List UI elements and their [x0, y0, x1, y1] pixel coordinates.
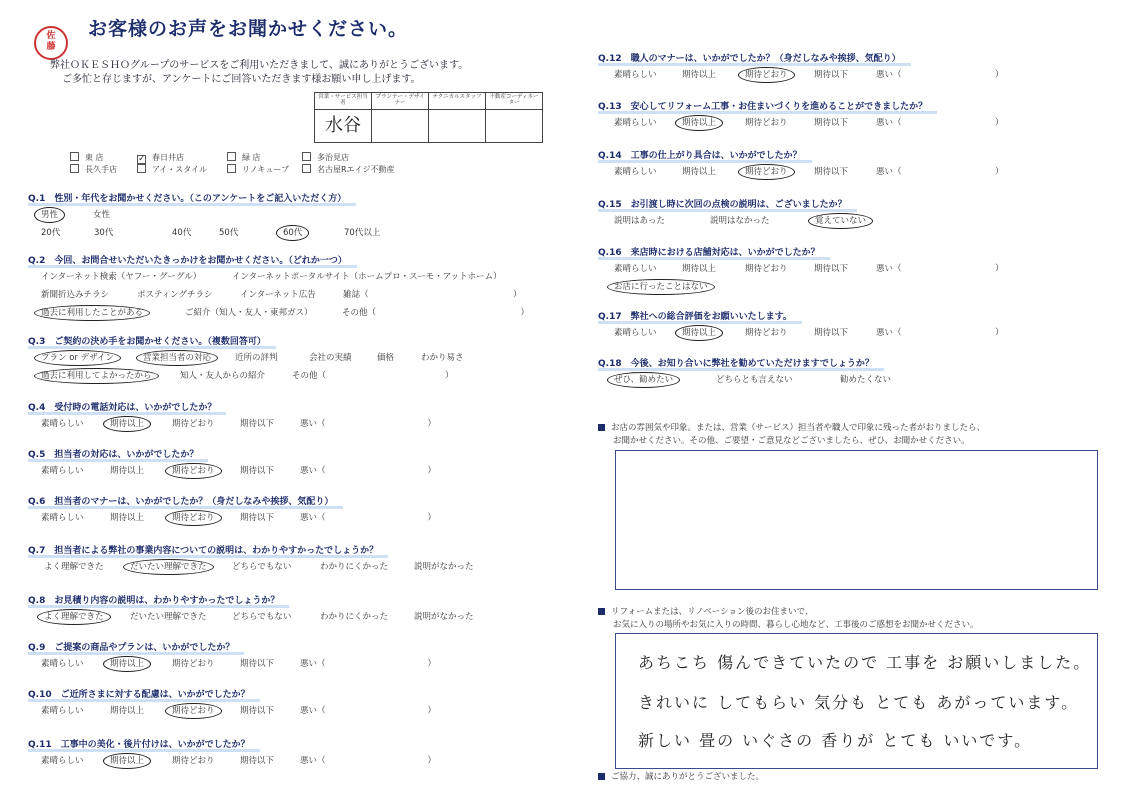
answer-option[interactable] [614, 214, 665, 226]
answer-option[interactable] [219, 226, 238, 238]
answer-line-3: 新しい 畳の いぐさの 香りが とても いいです。 [638, 731, 1033, 750]
answer-option-label: 期待以上 [682, 167, 717, 177]
bullet-square-icon [598, 773, 605, 780]
answer-option-selected: 期待以上 [675, 115, 723, 131]
answer-option[interactable] [414, 610, 474, 622]
answer-option[interactable] [814, 68, 848, 80]
answer-option[interactable] [94, 226, 113, 238]
answer-option-selected: 期待どおり [738, 164, 795, 180]
staff-table [314, 92, 543, 143]
answer-option-label: 悪い（ ） [300, 466, 437, 476]
answer-option-label: 20代 [41, 228, 61, 238]
answer-option-label: 価格 [377, 353, 395, 363]
answer-option[interactable] [232, 270, 502, 282]
store-label: 緑 店 [242, 153, 261, 162]
answer-option[interactable] [840, 373, 891, 385]
answer-option-label: 素晴らしい [614, 118, 657, 128]
store-option[interactable] [137, 164, 207, 175]
answer-option[interactable] [41, 351, 114, 363]
answer-option-selected: 期待以上 [103, 753, 151, 769]
question-heading: Q.14 工事の仕上がり具合は、いかがでしたか？ [598, 148, 802, 161]
store-option[interactable] [227, 164, 289, 175]
answer-option[interactable] [614, 326, 657, 338]
answer-option-label: 素晴らしい [41, 419, 84, 429]
answer-option[interactable] [41, 464, 84, 476]
answer-option[interactable] [745, 165, 788, 177]
seal-stamp: 佐藤 [34, 26, 68, 60]
staff-header-technical: テクニカルスタッフ [429, 93, 486, 110]
answer-option-label: 悪い（ ） [300, 513, 437, 523]
answer-option[interactable] [172, 511, 215, 523]
bullet-square-icon [598, 424, 605, 431]
answer-line-2: きれいに してもらい 気分も とても あがっています。 [638, 693, 1080, 712]
answer-option[interactable] [172, 657, 215, 669]
checkbox-icon [302, 152, 311, 161]
answer-option-label: 悪い（ ） [876, 70, 1004, 80]
answer-option[interactable] [110, 704, 144, 716]
answer-option-selected: よく理解できた [37, 609, 111, 625]
answer-option-label: 50代 [219, 228, 239, 238]
answer-option[interactable] [41, 306, 143, 318]
answer-option[interactable] [876, 68, 1004, 80]
answer-option-selected: 男性 [34, 207, 65, 223]
answer-option[interactable] [240, 704, 274, 716]
answer-option[interactable] [682, 262, 716, 274]
free1-prompt-2: お聞かせください。その他、ご要望・ご意見などございましたら、ぜひ、お聞かせください。 [613, 436, 970, 446]
answer-option-label: 期待以上 [110, 466, 145, 476]
answer-option-label: 期待以下 [240, 659, 275, 669]
answer-option-label: 期待以下 [814, 328, 849, 338]
checkbox-icon [227, 152, 236, 161]
answer-option[interactable] [710, 214, 770, 226]
store-label: リノキューブ [242, 165, 289, 174]
answer-option-label: わかりにくかった [320, 612, 389, 622]
page-title: お客様のお声をお聞かせください。 [88, 18, 409, 40]
store-option[interactable] [302, 152, 349, 163]
answer-option-label: 40代 [172, 228, 192, 238]
checkbox-icon: ✓ [138, 154, 146, 164]
answer-option-label: ポスティングチラシ [137, 290, 213, 300]
answer-option-label: 説明はあった [614, 216, 665, 226]
answer-option[interactable] [876, 326, 1004, 338]
checkbox-icon [137, 164, 146, 173]
answer-option-label: 期待以下 [240, 756, 275, 766]
answer-option-label: ご紹介（知人・友人・東邦ガス） [185, 308, 313, 318]
answer-option[interactable] [41, 369, 152, 381]
answer-option-label: 悪い（ ） [300, 659, 437, 669]
answer-option[interactable] [41, 754, 84, 766]
answer-option-label: どちらでもない [232, 612, 292, 622]
store-option[interactable] [137, 152, 184, 164]
checkbox-icon [70, 152, 79, 161]
answer-option[interactable] [815, 214, 866, 226]
answer-option[interactable] [320, 560, 388, 572]
answer-option[interactable] [614, 68, 657, 80]
checkbox-icon [227, 164, 236, 173]
answer-option-selected: 覚えていない [808, 213, 873, 229]
answer-option[interactable] [745, 262, 788, 274]
answer-option-selected: 期待どおり [738, 67, 795, 83]
question-heading: Q.9 ご提案の商品やプランは、いかがでしたか？ [28, 640, 234, 653]
answer-option-selected: だいたい理解できた [123, 559, 214, 575]
answer-option-label: 期待以下 [814, 70, 849, 80]
answer-option-label: 素晴らしい [41, 659, 84, 669]
answer-option[interactable] [300, 704, 436, 716]
question-heading: Q.10 ご近所さまに対する配慮は、いかがでしたか？ [28, 687, 250, 700]
question-heading: Q.17 弊社への総合評価をお願いいたします。 [598, 309, 792, 322]
answer-option-label: 期待どおり [745, 118, 788, 128]
store-option[interactable] [302, 164, 395, 175]
answer-option-label: 期待以下 [814, 264, 849, 274]
answer-option[interactable] [614, 280, 708, 292]
answer-option[interactable] [614, 116, 657, 128]
answer-option[interactable] [377, 351, 394, 363]
answer-option-selected: 過去に利用してよかったから [34, 368, 159, 384]
answer-option-label: 期待以上 [110, 513, 145, 523]
answer-option-label: 期待以下 [814, 118, 849, 128]
question-heading: Q.11 工事中の美化・後片付けは、いかがでしたか？ [28, 737, 250, 750]
answer-option-label: 素晴らしい [41, 756, 84, 766]
answer-option-label: 素晴らしい [614, 167, 657, 177]
question-heading: Q.4 受付時の電話対応は、いかがでしたか？ [28, 400, 216, 413]
answer-option[interactable] [414, 560, 474, 572]
answer-option[interactable] [300, 417, 436, 429]
staff-header-realestate: 不動産コーディネーター [486, 93, 543, 110]
answer-option-label: 素晴らしい [614, 264, 657, 274]
answer-option-label: 期待以下 [240, 466, 275, 476]
answer-option-label: 悪い（ ） [300, 706, 437, 716]
answer-option[interactable] [172, 704, 215, 716]
store-option[interactable] [227, 152, 261, 163]
answer-option-selected: 期待どおり [165, 703, 222, 719]
staff-header-sales: 営業・サービス担当者 [315, 93, 372, 110]
question-heading: Q.1 性別・年代をお聞かせください。（このアンケートをご記入いただく方） [28, 191, 346, 204]
intro-line-2: ご多忙と存じますが、アンケートにご回答いただきます様お願い申し上げます。 [62, 74, 421, 85]
answer-option-label: 期待どおり [172, 659, 215, 669]
answer-option-label: 期待以上 [110, 706, 145, 716]
answer-option-selected: 過去に利用したことがある [34, 305, 150, 321]
answer-option-label: 知人・友人からの紹介 [180, 371, 266, 381]
question-heading: Q.16 来店時における店舗対応は、いかがでしたか？ [598, 245, 820, 258]
answer-option-label: 雑誌（ ） [343, 290, 522, 300]
question-heading: Q.6 担当者のマナーは、いかがでしたか？（身だしなみや挨拶、気配り） [28, 494, 333, 507]
answer-option[interactable] [745, 326, 788, 338]
answer-option[interactable] [143, 351, 211, 363]
answer-option[interactable] [240, 417, 274, 429]
answer-option[interactable] [682, 326, 716, 338]
free2-prompt-1: リフォームまたは、リノベーション後のお住まいで、 [598, 605, 813, 617]
answer-option-label: 素晴らしい [614, 328, 657, 338]
answer-option-label: 70代以上 [344, 228, 381, 238]
answer-option[interactable] [41, 270, 201, 282]
answer-option[interactable] [41, 657, 84, 669]
answer-option[interactable] [682, 68, 716, 80]
answer-option-selected: 期待どおり [165, 510, 222, 526]
answer-option-label: 会社の実績 [309, 353, 352, 363]
answer-option[interactable] [300, 464, 436, 476]
answer-option[interactable] [814, 326, 848, 338]
answer-option-label: わかりにくかった [320, 562, 389, 572]
answer-option[interactable] [240, 657, 274, 669]
answer-option[interactable] [240, 288, 316, 300]
answer-option-label: 悪い（ ） [876, 264, 1004, 274]
answer-option-selected: お店に行ったことはない [607, 279, 715, 295]
checkbox-icon [70, 164, 79, 173]
answer-line-1: あちこち 傷んできていたので 工事を お願いしました。 [638, 653, 1092, 672]
bullet-square-icon [598, 608, 605, 615]
answer-option[interactable] [44, 610, 104, 622]
answer-option[interactable] [232, 560, 291, 572]
answer-option-label: 期待どおり [172, 756, 215, 766]
answer-option[interactable] [110, 464, 144, 476]
answer-option-label: 説明はなかった [710, 216, 770, 226]
answer-option[interactable] [876, 165, 1004, 177]
free2-answer-box[interactable] [615, 633, 1098, 769]
store-label: 多治見店 [317, 153, 349, 162]
answer-option-label: 期待どおり [172, 419, 215, 429]
store-label: 東 店 [85, 153, 104, 162]
answer-option[interactable] [130, 560, 207, 572]
answer-option-selected: 期待以上 [675, 325, 723, 341]
answer-option[interactable] [240, 754, 274, 766]
answer-option-label: 30代 [94, 228, 114, 238]
answer-option-label: 説明がなかった [414, 562, 474, 572]
answer-option-label: 勧めたくない [840, 375, 892, 385]
free1-answer-box[interactable] [615, 450, 1098, 590]
answer-option-label: 悪い（ ） [300, 756, 437, 766]
answer-option[interactable] [240, 464, 274, 476]
answer-option[interactable] [41, 704, 84, 716]
answer-option[interactable] [745, 68, 788, 80]
answer-option-selected: ぜひ、勧めたい [607, 372, 680, 388]
answer-option-label: 素晴らしい [41, 466, 84, 476]
answer-option-label: 近所の評判 [235, 353, 278, 363]
answer-option[interactable] [292, 369, 454, 381]
answer-option[interactable] [283, 226, 302, 238]
store-label: アイ・スタイル [152, 165, 208, 174]
answer-option-label: 期待以上 [682, 70, 717, 80]
answer-option-label: 期待以上 [682, 264, 717, 274]
answer-option-label: 期待以下 [240, 419, 275, 429]
answer-option[interactable] [180, 369, 265, 381]
question-heading: Q.7 担当者による弊社の事業内容についての説明は、わかりやすかったでしょうか？ [28, 543, 378, 556]
answer-option[interactable] [614, 165, 657, 177]
answer-option-label: 期待以下 [240, 706, 275, 716]
answer-option-label: 期待以下 [240, 513, 275, 523]
closing-text: ご協力、誠にありがとうございました。 [598, 770, 764, 782]
answer-option-label: よく理解できた [44, 562, 104, 572]
answer-option[interactable] [876, 116, 1004, 128]
answer-option-selected: プラン or デザイン [34, 350, 121, 366]
answer-option-selected: 営業担当者の対応 [136, 350, 218, 366]
answer-option-label: 素晴らしい [41, 513, 84, 523]
answer-option-label: 悪い（ ） [876, 328, 1004, 338]
store-option[interactable] [70, 164, 117, 175]
answer-option[interactable] [232, 610, 291, 622]
answer-option[interactable] [240, 511, 274, 523]
answer-option-label: だいたい理解できた [130, 612, 207, 622]
answer-option[interactable] [300, 657, 436, 669]
answer-option-label: 女性 [93, 210, 111, 220]
answer-option-label: 悪い（ ） [876, 118, 1004, 128]
answer-option-label: 悪い（ ） [300, 419, 437, 429]
answer-option[interactable] [814, 165, 848, 177]
store-label: 春日井店 [152, 153, 184, 162]
staff-header-planner: プランナー・デザイナー [372, 93, 429, 110]
answer-option[interactable] [682, 116, 716, 128]
answer-option[interactable] [110, 417, 144, 429]
question-heading: Q.3 ご契約の決め手をお聞かせください。（複数回答可） [28, 334, 266, 347]
answer-option[interactable] [172, 226, 191, 238]
answer-option-label: その他（ ） [292, 371, 454, 381]
answer-option-label: 説明がなかった [414, 612, 474, 622]
question-heading: Q.8 お見積り内容の説明は、わかりやすかったでしょうか？ [28, 593, 279, 606]
answer-option-label: インターネット広告 [240, 290, 316, 300]
answer-option-selected: 60代 [276, 225, 309, 241]
answer-option[interactable] [110, 754, 144, 766]
answer-option[interactable] [876, 262, 1004, 274]
answer-option-selected: 期待どおり [165, 463, 222, 479]
answer-option[interactable] [320, 610, 388, 622]
answer-option-label: どちらでもない [232, 562, 292, 572]
answer-option[interactable] [41, 226, 60, 238]
question-heading: Q.13 安心してリフォーム工事・お住まいづくりを進めることができましたか？ [598, 99, 927, 112]
answer-option-selected: 期待以上 [103, 416, 151, 432]
intro-line-1: 弊社ＯＫＥＳＨＯグループのサービスをご利用いただきまして、誠にありがとうございます。 [50, 60, 469, 71]
store-label: 名古屋Rエイジ不動産 [317, 165, 395, 174]
answer-option[interactable] [93, 208, 110, 220]
question-heading: Q.2 今回、お問合せいただいたきっかけをお聞かせください。（どれか一つ） [28, 253, 347, 266]
free2-prompt-2: お気に入りの場所やお気に入りの時間、暮らし心地など、工事後のご感想をお聞かせください。 [613, 620, 979, 630]
answer-option[interactable] [745, 116, 788, 128]
question-heading: Q.5 担当者の対応は、いかがでしたか？ [28, 447, 198, 460]
store-label: 長久手店 [85, 165, 117, 174]
answer-option-label: わかり易さ [421, 353, 464, 363]
answer-option-label: 新聞折込みチラシ [41, 290, 110, 300]
answer-option[interactable] [41, 417, 84, 429]
question-heading: Q.12 職人のマナーは、いかがでしたか？（身だしなみや挨拶、気配り） [598, 51, 901, 64]
answer-option[interactable] [110, 511, 144, 523]
answer-option-label: その他（ ） [342, 308, 530, 318]
answer-option[interactable] [814, 262, 848, 274]
answer-option[interactable] [343, 288, 522, 300]
answer-option[interactable] [137, 288, 212, 300]
answer-option[interactable] [185, 306, 313, 318]
answer-option[interactable] [300, 511, 436, 523]
answer-option[interactable] [130, 610, 207, 622]
answer-option[interactable] [172, 464, 215, 476]
answer-option-label: インターネットポータルサイト（ホームプロ・スーモ・アットホーム） [232, 272, 502, 282]
answer-option[interactable] [41, 208, 58, 220]
answer-option[interactable] [344, 226, 380, 238]
answer-option-label: 期待どおり [745, 264, 788, 274]
answer-option-label: 期待以下 [814, 167, 849, 177]
answer-option[interactable] [421, 351, 464, 363]
answer-option[interactable] [44, 560, 104, 572]
answer-option-label: 素晴らしい [614, 70, 657, 80]
answer-option[interactable] [41, 511, 84, 523]
answer-option[interactable] [614, 373, 673, 385]
answer-option[interactable] [716, 373, 793, 385]
answer-option-label: インターネット検索（ヤフー・グーグル） [41, 272, 202, 282]
checkbox-icon [302, 164, 311, 173]
staff-handwritten-name: 水谷 [325, 115, 361, 136]
answer-option-selected: 期待以上 [103, 656, 151, 672]
answer-option[interactable] [614, 262, 657, 274]
answer-option-label: 素晴らしい [41, 706, 84, 716]
question-heading: Q.15 お引渡し時に次回の点検の説明は、ございましたか？ [598, 197, 847, 210]
answer-option[interactable] [300, 754, 436, 766]
answer-option[interactable] [342, 306, 529, 318]
answer-option[interactable] [814, 116, 848, 128]
answer-option-label: 悪い（ ） [876, 167, 1004, 177]
store-option[interactable] [70, 152, 104, 163]
answer-option[interactable] [172, 417, 215, 429]
answer-option[interactable] [235, 351, 278, 363]
free1-prompt-1: お店の雰囲気や印象。または、営業（サービス）担当者や職人で印象に残った者がおりましたら、 [598, 421, 985, 433]
answer-option-label: 期待どおり [745, 328, 788, 338]
answer-option[interactable] [309, 351, 352, 363]
answer-option-label: どちらとも言えない [716, 375, 793, 385]
answer-option[interactable] [41, 288, 109, 300]
answer-option[interactable] [682, 165, 716, 177]
answer-option[interactable] [110, 657, 144, 669]
answer-option[interactable] [172, 754, 215, 766]
question-heading: Q.18 今後、お知り合いに弊社を勧めていただけますでしょうか？ [598, 356, 874, 369]
